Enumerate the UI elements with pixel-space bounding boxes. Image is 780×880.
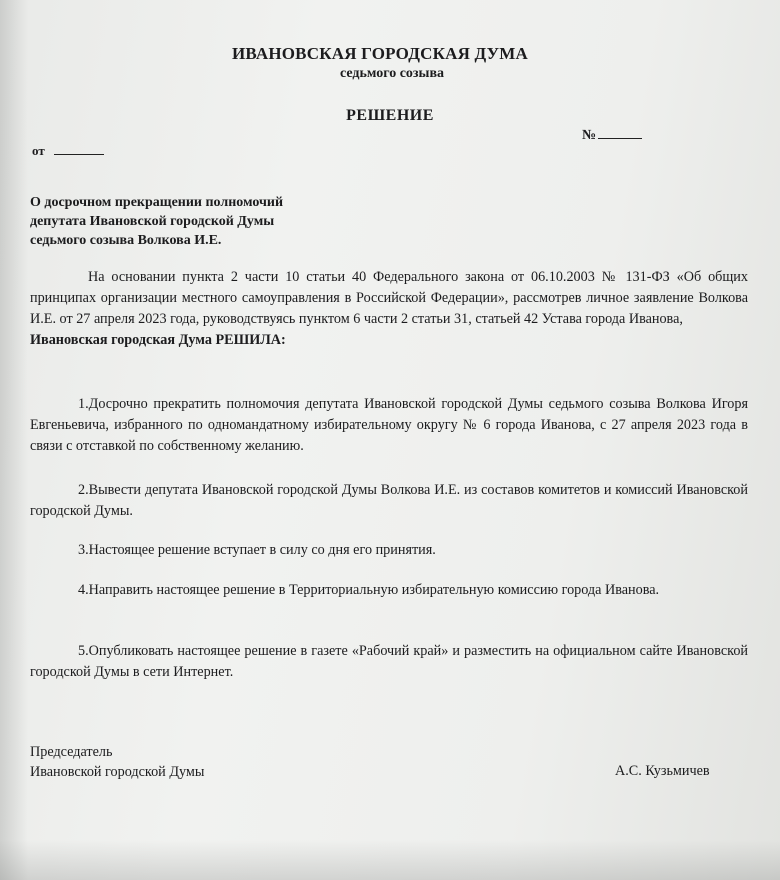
preamble-paragraph bbox=[30, 267, 748, 351]
resolution-item: 3.Настоящее решение вступает в силу со дня его принятия. bbox=[78, 542, 436, 558]
resolution-item: 5.Опубликовать настоящее решение в газете «Рабочий край» и разместить на официальном сайте Ивановской городской Думы в сети Интернет. bbox=[30, 643, 748, 680]
resolution-item: 2.Вывести депутата Ивановской городской Думы Волкова И.Е. из составов комитетов и комиссий Ивановской городской Думы. bbox=[30, 482, 748, 519]
number-label: № bbox=[582, 128, 597, 143]
date-blank bbox=[54, 154, 104, 155]
date-line bbox=[32, 143, 104, 159]
number-line bbox=[582, 128, 642, 144]
signatory-title-line: Председатель bbox=[30, 744, 113, 760]
resolution-item: 1.Досрочно прекратить полномочия депутата Ивановской городской Думы седьмого созыва Волкова Игоря Евгеньевича, избранного по одномандатному избирательному округу № 6 города Иванова, с 27 апреля 2023 года в связи с отставкой по собственному желанию. bbox=[30, 396, 748, 454]
subject-line: седьмого созыва Волкова И.Е. bbox=[30, 233, 222, 248]
signatory-title bbox=[30, 742, 204, 782]
subject-line: депутата Ивановской городской Думы bbox=[30, 214, 275, 229]
resolution-item: 4.Направить настоящее решение в Территориальную избирательную комиссию города Иванова. bbox=[78, 582, 660, 598]
organization-title: ИВАНОВСКАЯ ГОРОДСКАЯ ДУМА bbox=[231, 44, 529, 63]
signatory-name: А.С. Кузьмичев bbox=[615, 763, 710, 779]
document-type-title: РЕШЕНИЕ bbox=[346, 107, 434, 124]
page-shadow-left bbox=[0, 0, 28, 880]
page-shadow-bottom bbox=[0, 840, 780, 880]
preamble-text: На основании пункта 2 части 10 статьи 40 Федерального закона от 06.10.2003 № 131-ФЗ «Об общих принципах организации местного самоуправления в Российской Федерации», рассмотрев личное заявление Волкова И.Е. от 27 апреля 2023 года, руководствуясь пунктом 6 части 2 статьи 31, статьей 42 Устава города Иванова, bbox=[30, 269, 748, 327]
signatory-title-line: Ивановской городской Думы bbox=[30, 764, 205, 780]
resolved-line: Ивановская городская Дума РЕШИЛА: bbox=[30, 332, 286, 348]
subject-line: О досрочном прекращении полномочий bbox=[30, 195, 284, 210]
date-label: от bbox=[32, 143, 45, 158]
number-blank bbox=[598, 138, 642, 139]
subject-block bbox=[30, 193, 390, 250]
convocation-subtitle: седьмого созыва bbox=[339, 66, 445, 81]
